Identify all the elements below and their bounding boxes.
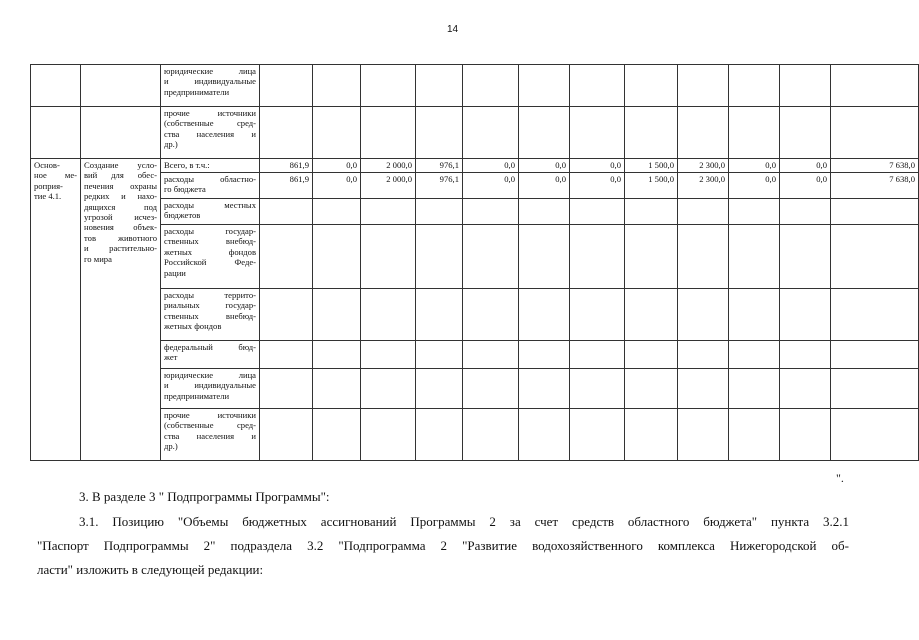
event-label-line: Основ- xyxy=(34,160,60,170)
source-label-line: (собственные сред- xyxy=(164,118,256,129)
value-cell xyxy=(260,65,313,107)
value-cell: 861,9 xyxy=(260,173,313,199)
value-cell xyxy=(463,341,519,369)
value-cell xyxy=(519,409,570,461)
source-label-line: др.) xyxy=(164,441,178,452)
value-cell xyxy=(729,341,780,369)
source-label-line: юридические лица xyxy=(164,66,256,76)
source-label-line: жетных фондов xyxy=(164,246,256,257)
value-cell xyxy=(260,107,313,159)
value-cell xyxy=(313,409,361,461)
value-cell: 1 500,0 xyxy=(625,173,678,199)
value-cell xyxy=(729,369,780,409)
paragraph-3-1-line-1: 3.1. Позицию "Объемы бюджетных ассигнований Программы 2 за счет средств областного бюджета" пункта 3.2.1 xyxy=(79,514,849,529)
value-cell xyxy=(780,409,831,461)
table-row xyxy=(31,107,919,159)
value-cell: 2 000,0 xyxy=(361,173,416,199)
table-row xyxy=(31,369,919,409)
source-label-line: расходы местных xyxy=(164,200,256,210)
value-cell xyxy=(780,65,831,107)
value-cell xyxy=(361,199,416,225)
source-label-line: жетных фондов xyxy=(164,321,222,332)
event-cell xyxy=(31,65,81,107)
event-label-line: тие 4.1. xyxy=(34,191,62,202)
value-cell xyxy=(519,225,570,289)
table-row xyxy=(31,225,919,289)
source-label-line: рации xyxy=(164,267,186,278)
source-label xyxy=(161,289,260,341)
value-cell xyxy=(678,289,729,341)
source-label-line: расходы областно- xyxy=(164,174,256,184)
value-cell: 2 300,0 xyxy=(678,159,729,173)
value-cell: 2 300,0 xyxy=(678,173,729,199)
source-label-line: федеральный бюд- xyxy=(164,342,256,352)
source-label-line: ства населения и xyxy=(164,430,256,441)
value-cell xyxy=(313,369,361,409)
value-cell xyxy=(780,369,831,409)
table-row xyxy=(31,159,919,173)
value-cell xyxy=(570,341,625,369)
value-cell xyxy=(831,107,919,159)
title-cell xyxy=(81,107,161,159)
value-cell xyxy=(570,65,625,107)
title-label-line: печения охраны xyxy=(84,180,157,191)
value-cell xyxy=(625,409,678,461)
source-label-line: прочие источники xyxy=(164,108,256,118)
value-cell xyxy=(416,289,463,341)
source-label xyxy=(161,199,260,225)
source-label-line: бюджетов xyxy=(164,210,201,221)
value-cell xyxy=(570,369,625,409)
closing-quote: ". xyxy=(836,471,844,485)
value-cell xyxy=(780,199,831,225)
paragraph-3-1-line-2: "Паспорт Подпрограммы 2" подраздела 3.2 "Подпрограмма 2 "Развитие водохозяйственного комплекса Нижегородской об- xyxy=(37,538,849,553)
event-cell xyxy=(31,107,81,159)
title-label-line: вий для обес- xyxy=(84,170,157,181)
value-cell xyxy=(625,225,678,289)
value-cell xyxy=(361,289,416,341)
value-cell xyxy=(416,65,463,107)
value-cell xyxy=(260,409,313,461)
value-cell: 1 500,0 xyxy=(625,159,678,173)
value-cell xyxy=(570,107,625,159)
value-cell xyxy=(260,341,313,369)
value-cell xyxy=(625,369,678,409)
source-label xyxy=(161,65,260,107)
value-cell xyxy=(570,289,625,341)
value-cell: 0,0 xyxy=(729,159,780,173)
title-cell xyxy=(81,65,161,107)
value-cell: 0,0 xyxy=(729,173,780,199)
value-cell xyxy=(463,289,519,341)
value-cell xyxy=(361,107,416,159)
value-cell xyxy=(519,65,570,107)
value-cell xyxy=(678,65,729,107)
value-cell xyxy=(260,199,313,225)
value-cell xyxy=(519,341,570,369)
source-label xyxy=(161,225,260,289)
value-cell: 0,0 xyxy=(463,173,519,199)
source-label-line: Всего, в т.ч.: xyxy=(164,160,210,170)
value-cell xyxy=(416,409,463,461)
value-cell xyxy=(313,65,361,107)
value-cell xyxy=(831,369,919,409)
event-cell xyxy=(31,159,81,461)
table-row xyxy=(31,341,919,369)
source-label xyxy=(161,341,260,369)
value-cell xyxy=(780,289,831,341)
value-cell xyxy=(463,409,519,461)
value-cell xyxy=(361,369,416,409)
value-cell xyxy=(729,225,780,289)
source-label-line: предприниматели xyxy=(164,390,230,401)
value-cell xyxy=(313,341,361,369)
value-cell xyxy=(678,369,729,409)
source-label-line: расходы террито- xyxy=(164,290,256,300)
value-cell xyxy=(463,369,519,409)
value-cell xyxy=(831,289,919,341)
title-label-line: го мира xyxy=(84,253,112,264)
source-label-line: прочие источники xyxy=(164,410,256,420)
value-cell xyxy=(519,369,570,409)
value-cell: 0,0 xyxy=(313,173,361,199)
value-cell: 0,0 xyxy=(519,159,570,173)
event-label-line: ное ме- xyxy=(34,170,77,181)
value-cell xyxy=(313,107,361,159)
value-cell xyxy=(729,65,780,107)
source-label-line: ственных внебюд- xyxy=(164,236,256,247)
source-label-line: и индивидуальные xyxy=(164,76,256,87)
value-cell xyxy=(463,199,519,225)
value-cell xyxy=(831,341,919,369)
value-cell xyxy=(780,341,831,369)
table-row xyxy=(31,289,919,341)
title-label-line: Создание усло- xyxy=(84,160,157,170)
source-label-line: жет xyxy=(164,352,178,363)
title-label-line: дящихся под xyxy=(84,201,157,212)
value-cell xyxy=(729,199,780,225)
paragraph-3-1-line-3: ласти" изложить в следующей редакции: xyxy=(37,562,264,577)
value-cell xyxy=(260,289,313,341)
source-label-line: и индивидуальные xyxy=(164,380,256,391)
title-label-line: угрозой исчез- xyxy=(84,212,157,223)
title-label-line: редких и нахо- xyxy=(84,191,157,202)
value-cell xyxy=(625,199,678,225)
value-cell xyxy=(625,65,678,107)
value-cell xyxy=(519,107,570,159)
value-cell xyxy=(361,65,416,107)
source-label-line: предприниматели xyxy=(164,86,230,97)
value-cell xyxy=(831,65,919,107)
value-cell xyxy=(625,107,678,159)
source-label-line: ства населения и xyxy=(164,128,256,139)
value-cell: 0,0 xyxy=(313,159,361,173)
value-cell xyxy=(678,225,729,289)
source-label xyxy=(161,173,260,199)
value-cell: 0,0 xyxy=(519,173,570,199)
title-label-line: новения объек- xyxy=(84,222,157,233)
value-cell xyxy=(416,225,463,289)
value-cell xyxy=(463,65,519,107)
value-cell xyxy=(678,341,729,369)
value-cell xyxy=(831,409,919,461)
value-cell xyxy=(678,409,729,461)
source-label-line: (собственные сред- xyxy=(164,420,256,431)
value-cell: 7 638,0 xyxy=(831,173,919,199)
title-label-line: и растительно- xyxy=(84,243,157,254)
value-cell xyxy=(313,199,361,225)
source-label xyxy=(161,409,260,461)
value-cell: 0,0 xyxy=(780,173,831,199)
value-cell xyxy=(260,225,313,289)
value-cell xyxy=(729,107,780,159)
table-row xyxy=(31,65,919,107)
value-cell xyxy=(780,107,831,159)
source-label-line: расходы государ- xyxy=(164,226,256,236)
value-cell xyxy=(678,199,729,225)
value-cell xyxy=(260,369,313,409)
value-cell xyxy=(361,409,416,461)
value-cell xyxy=(416,107,463,159)
value-cell xyxy=(361,225,416,289)
value-cell: 0,0 xyxy=(570,159,625,173)
table-row xyxy=(31,173,919,199)
value-cell xyxy=(313,289,361,341)
value-cell xyxy=(831,199,919,225)
value-cell xyxy=(831,225,919,289)
value-cell xyxy=(361,341,416,369)
source-label xyxy=(161,159,260,173)
source-label-line: го бюджета xyxy=(164,184,206,195)
value-cell: 861,9 xyxy=(260,159,313,173)
title-cell xyxy=(81,159,161,461)
value-cell xyxy=(678,107,729,159)
title-label-line: тов животного xyxy=(84,232,157,243)
value-cell xyxy=(519,289,570,341)
value-cell xyxy=(625,289,678,341)
value-cell: 2 000,0 xyxy=(361,159,416,173)
value-cell xyxy=(463,107,519,159)
budget-table xyxy=(30,64,919,461)
value-cell xyxy=(463,225,519,289)
value-cell: 0,0 xyxy=(570,173,625,199)
table-row xyxy=(31,199,919,225)
value-cell: 0,0 xyxy=(463,159,519,173)
source-label-line: др.) xyxy=(164,139,178,150)
value-cell xyxy=(313,225,361,289)
source-label xyxy=(161,369,260,409)
source-label-line: ственных внебюд- xyxy=(164,310,256,321)
source-label-line: Российской Феде- xyxy=(164,257,256,268)
value-cell xyxy=(416,199,463,225)
page-number: 14 xyxy=(446,24,459,35)
value-cell xyxy=(625,341,678,369)
value-cell xyxy=(570,409,625,461)
value-cell: 976,1 xyxy=(416,173,463,199)
value-cell: 7 638,0 xyxy=(831,159,919,173)
value-cell xyxy=(519,199,570,225)
value-cell: 0,0 xyxy=(780,159,831,173)
source-label-line: юридические лица xyxy=(164,370,256,380)
table-row xyxy=(31,409,919,461)
source-label-line: риальных государ- xyxy=(164,300,256,311)
value-cell xyxy=(570,199,625,225)
source-label xyxy=(161,107,260,159)
value-cell xyxy=(729,289,780,341)
value-cell xyxy=(780,225,831,289)
value-cell xyxy=(416,369,463,409)
value-cell: 976,1 xyxy=(416,159,463,173)
event-label-line: роприя- xyxy=(34,180,63,191)
value-cell xyxy=(729,409,780,461)
value-cell xyxy=(570,225,625,289)
value-cell xyxy=(416,341,463,369)
